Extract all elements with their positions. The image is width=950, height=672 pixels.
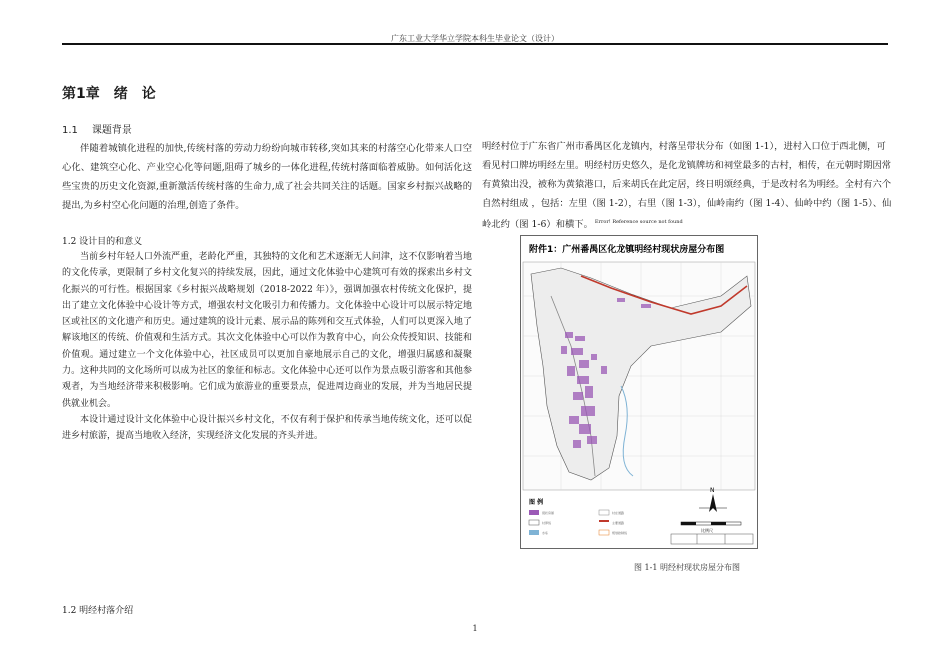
page-header: 广东工业大学华立学院本科生毕业论文（设计） [391, 34, 559, 43]
legend-label: 规划控制线 [612, 531, 628, 535]
legend-swatch [599, 520, 609, 522]
title-block [671, 534, 753, 544]
purpose-paragraph-1: 当前乡村年轻人口外流严重，老龄化严重，其独特的文化和艺术逐渐无人问津，这不仅影响着当地的文化传承，更限制了乡村文化复兴的持续发展，因此，通过文化体验中心建筑可有效的探索出乡村文化振兴的可行性。根据国家《乡村振兴战略规划（2018-2022 年）》，强调加强农村传统文化保护，提出了建立文化体验中心设计等方式，增强农村文化吸引力和传播力。文化体验中心设计可以展示特定地区或社区的文化遗产和历史。通过建筑的设计元素、展示品的陈列和交互式体验，人们可以更深入地了解该地区的传统、价值观和生活方式。其次文化体验中心可以作为教育中心，向公众传授知识、技能和价值观。通过建立一个文化体验中心，社区成员可以更加自豪地展示自己的文化，增强归属感和凝聚力。这种共同的文化场所可以成为社区的象征和标志。文化体验中心还可以作为景点吸引游客和其他参观者，为当地经济带来积极影响。它们成为旅游业的重要景点，促进周边商业的发展，并为当地居民提供就业机会。 [62, 252, 472, 409]
compass-icon [699, 487, 727, 512]
legend-swatch [529, 520, 539, 525]
chapter-title: 第1章 绪 论 [62, 86, 156, 102]
legend-swatch [599, 530, 609, 535]
reference-error-note: Error! Reference source not found [594, 219, 683, 225]
page-number: 1 [472, 624, 478, 633]
legend-swatch [599, 510, 609, 515]
legend-label: 水系 [542, 531, 549, 535]
village-map [521, 236, 757, 548]
purpose-paragraph-2: 本设计通过设计文化体验中心设计振兴乡村文化，不仅有利于保护和传承当地传统文化，还可以促进乡村旅游，提高当地收入经济，实现经济文化发展的齐头并进。 [62, 414, 472, 442]
background-paragraph: 伴随着城镇化进程的加快,传统村落的劳动力纷纷向城市转移,突如其来的村落空心化带来人口空心化、建筑空心化、产业空心化等问题,阻碍了城乡的一体化进程,传统村落面临着威胁。如何活化这些宝贵的历史文化资源,重新激活传统村落的生命力,成了社会共同关注的话题。国家乡村振兴战略的提出,为乡村空心化问题的治理,创造了条件。 [62, 143, 472, 211]
purpose-paragraph-block [62, 249, 472, 445]
legend-swatch [529, 530, 539, 535]
section-heading-1-2: 1.2 设计目的和意义 [62, 237, 143, 247]
legend-label: 主要道路 [612, 521, 625, 525]
section-title: 课题背景 [91, 125, 132, 136]
scale-label: 比例尺 [701, 528, 713, 533]
section-number: 1.1 [62, 125, 78, 136]
section-heading-village-intro: 1.2 明经村落介绍 [62, 606, 134, 616]
legend-swatch [529, 510, 539, 515]
legend-title: 图 例 [529, 499, 544, 506]
map-title: 附件1：广州番禺区化龙镇明经村现状房屋分布图 [529, 245, 725, 255]
section-heading-1-1 [62, 121, 132, 136]
scale-bar [681, 522, 741, 533]
background-paragraph-block [62, 139, 472, 215]
legend-label: 村界线 [542, 521, 552, 525]
village-paragraph-text: 明经村位于广东省广州市番禺区化龙镇内，村落呈带状分布（如图 1-1），进村入口位于西北侧，可看见村口牌坊明经左里。明经村历史悠久，是化龙镇牌坊和祠堂最多的古村，相传，在元朝时期因常有黄猿出没，被称为黄猿港口，后来胡氏在此定居，终日明颂经典，于是改村名为明经。全村有六个自然村组成 ，包括：左里（图 1-2），右里（图 1-3），仙岭南约（图 1-4）、仙岭中约（图 1-5）、仙岭北约（图 1-6）和横下。 [482, 141, 892, 231]
legend-label: 现状房屋 [542, 511, 555, 515]
right-column-text [482, 137, 892, 234]
compass-label: N [710, 487, 715, 494]
village-map-figure [520, 235, 758, 549]
legend [529, 510, 627, 535]
village-paragraph [482, 137, 892, 234]
header-rule [62, 43, 888, 45]
figure-caption: 图 1-1 明经村现状房屋分布图 [634, 563, 740, 572]
legend-label: 村庄道路 [612, 511, 625, 515]
